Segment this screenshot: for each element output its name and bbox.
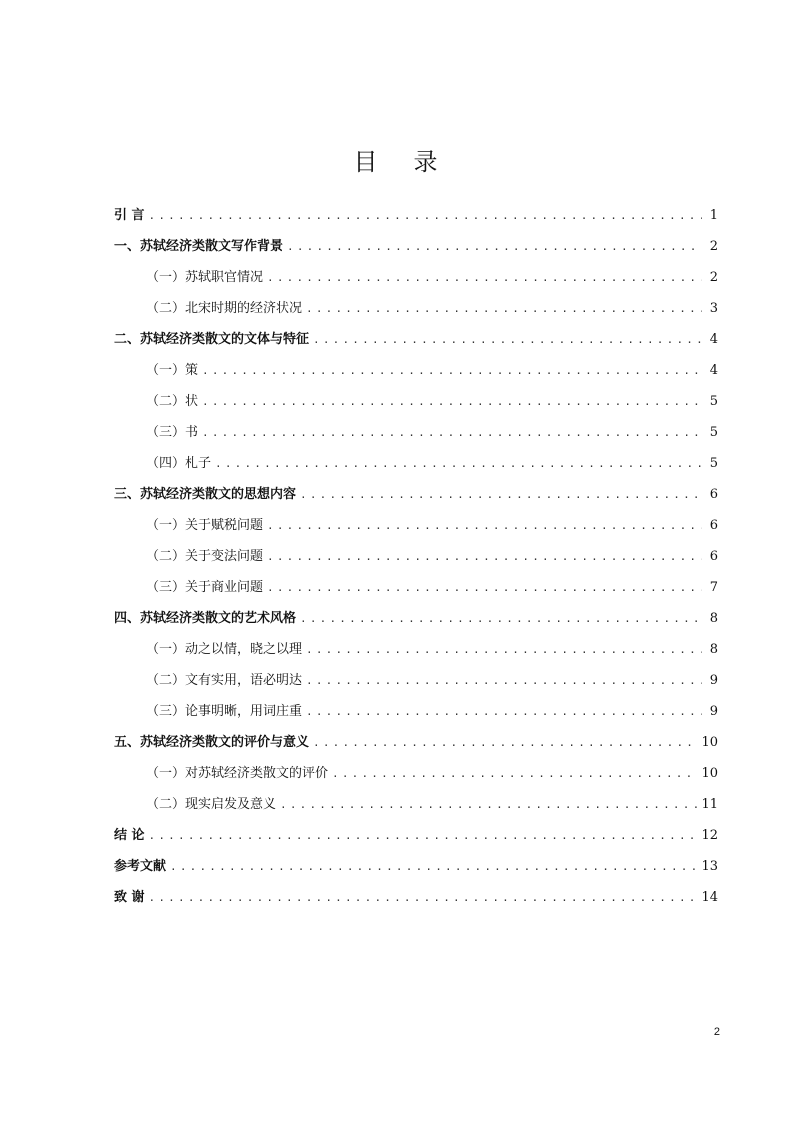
- toc-entry-page: 6: [709, 549, 718, 564]
- toc-entry-label: （二）现实启发及意义: [146, 797, 277, 812]
- toc-dot-leader: [215, 448, 702, 479]
- toc-dot-leader: [149, 200, 702, 231]
- toc-entry-label: 结 论: [114, 828, 145, 843]
- toc-entry-label: （一）策: [146, 363, 199, 378]
- toc-entry-page: 9: [709, 673, 718, 688]
- toc-entry-page: 2: [709, 239, 718, 254]
- toc-entry-page: 5: [709, 425, 718, 440]
- toc-dot-leader: [202, 386, 702, 417]
- page-title: [0, 142, 793, 177]
- toc-entry-page: 12: [701, 828, 718, 843]
- toc-entry-page: 5: [709, 394, 718, 409]
- toc-entry-label: 参考文献: [114, 859, 167, 874]
- toc-entry-page: 11: [701, 797, 718, 812]
- toc-dot-leader: [170, 851, 697, 882]
- toc-entry-page: 6: [709, 518, 718, 533]
- toc-entry[interactable]: [114, 696, 718, 727]
- toc-entry[interactable]: [114, 386, 718, 417]
- toc-entry-label: 五、苏轼经济类散文的评价与意义: [114, 735, 310, 750]
- toc-entry[interactable]: [114, 355, 718, 386]
- toc-dot-leader: [267, 572, 702, 603]
- toc-entry[interactable]: [114, 820, 718, 851]
- toc-entry[interactable]: [114, 758, 718, 789]
- toc-entry-label: 二、苏轼经济类散文的文体与特征: [114, 332, 310, 347]
- toc-entry[interactable]: [114, 324, 718, 355]
- toc-entry-label: 引 言: [114, 208, 145, 223]
- toc-dot-leader: [267, 541, 702, 572]
- toc-entry-label: （一）动之以情，晓之以理: [146, 642, 303, 657]
- toc-entry[interactable]: [114, 665, 718, 696]
- toc-entry[interactable]: [114, 293, 718, 324]
- toc-entry[interactable]: [114, 789, 718, 820]
- toc-entry-label: （三）书: [146, 425, 199, 440]
- toc-entry[interactable]: [114, 882, 718, 913]
- toc-dot-leader: [332, 758, 697, 789]
- toc-dot-leader: [287, 231, 702, 262]
- toc-entry[interactable]: [114, 231, 718, 262]
- title-char-1: 目: [353, 148, 380, 176]
- toc-entry-label: （二）文有实用，语必明达: [146, 673, 303, 688]
- footer-page-number: 2: [713, 1026, 720, 1038]
- toc-entry[interactable]: [114, 727, 718, 758]
- toc-entry-page: 14: [701, 890, 718, 905]
- toc-entry-page: 7: [709, 580, 718, 595]
- toc-dot-leader: [306, 665, 702, 696]
- toc-entry-label: 三、苏轼经济类散文的思想内容: [114, 487, 297, 502]
- toc-entry-label: （三）关于商业问题: [146, 580, 264, 595]
- toc-entry-page: 8: [709, 642, 718, 657]
- table-of-contents: [114, 200, 718, 913]
- toc-dot-leader: [300, 603, 702, 634]
- toc-dot-leader: [306, 696, 702, 727]
- title-char-2: 录: [413, 148, 440, 176]
- toc-entry-label: （二）北宋时期的经济状况: [146, 301, 303, 316]
- toc-entry[interactable]: [114, 572, 718, 603]
- toc-entry-page: 6: [709, 487, 718, 502]
- toc-entry[interactable]: [114, 448, 718, 479]
- toc-dot-leader: [306, 293, 702, 324]
- toc-entry-page: 2: [709, 270, 718, 285]
- toc-dot-leader: [267, 262, 702, 293]
- toc-entry-label: （三）论事明晰，用词庄重: [146, 704, 303, 719]
- toc-entry[interactable]: [114, 603, 718, 634]
- toc-entry[interactable]: [114, 479, 718, 510]
- toc-entry[interactable]: [114, 262, 718, 293]
- toc-entry[interactable]: [114, 851, 718, 882]
- toc-entry-page: 4: [709, 363, 718, 378]
- toc-dot-leader: [313, 727, 697, 758]
- toc-dot-leader: [149, 882, 698, 913]
- toc-dot-leader: [280, 789, 697, 820]
- toc-dot-leader: [313, 324, 702, 355]
- toc-entry-label: （二）关于变法问题: [146, 549, 264, 564]
- toc-entry-label: 四、苏轼经济类散文的艺术风格: [114, 611, 297, 626]
- toc-entry-label: （四）札子: [146, 456, 212, 471]
- toc-entry-label: （一）关于赋税问题: [146, 518, 264, 533]
- toc-entry-page: 4: [709, 332, 718, 347]
- toc-dot-leader: [300, 479, 702, 510]
- toc-dot-leader: [149, 820, 698, 851]
- toc-entry-page: 13: [701, 859, 718, 874]
- toc-entry-page: 3: [709, 301, 718, 316]
- toc-entry[interactable]: [114, 541, 718, 572]
- toc-entry-label: 致 谢: [114, 890, 145, 905]
- toc-entry-page: 5: [709, 456, 718, 471]
- toc-entry-label: （一）苏轼职官情况: [146, 270, 264, 285]
- toc-entry[interactable]: [114, 510, 718, 541]
- toc-entry[interactable]: [114, 200, 718, 231]
- toc-entry[interactable]: [114, 634, 718, 665]
- toc-dot-leader: [202, 355, 702, 386]
- toc-dot-leader: [202, 417, 702, 448]
- toc-dot-leader: [267, 510, 702, 541]
- toc-entry-page: 1: [709, 208, 718, 223]
- toc-entry-page: 10: [701, 735, 718, 750]
- toc-entry-label: （一）对苏轼经济类散文的评价: [146, 766, 329, 781]
- toc-entry[interactable]: [114, 417, 718, 448]
- toc-entry-page: 8: [709, 611, 718, 626]
- toc-entry-page: 10: [701, 766, 718, 781]
- toc-entry-label: （二）状: [146, 394, 199, 409]
- toc-entry-page: 9: [709, 704, 718, 719]
- toc-entry-label: 一、苏轼经济类散文写作背景: [114, 239, 284, 254]
- toc-dot-leader: [306, 634, 702, 665]
